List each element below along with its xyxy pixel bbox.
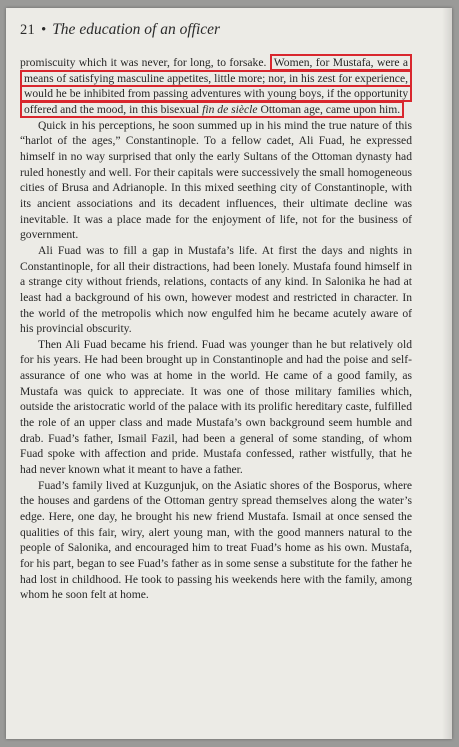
running-head xyxy=(20,21,220,39)
paragraph-3: Ali Fuad was to fill a gap in Mustafa’s life. At first the days and nights in Constantinople, for all their distractions, had been lonely. Mustafa found himself in a strange city without friends, relations, contacts of any kind. In Salonika he had at least had a background of his own, however modest and restricted in character. In the world of the metropolis which now engulfed him he became acutely aware of his provincial obscurity. xyxy=(20,243,412,336)
chapter-title: The education of an officer xyxy=(52,21,221,38)
paragraph-5: Fuad’s family lived at Kuzgunjuk, on the Asiatic shores of the Bosporus, where the houses and gardens of the Ottoman gentry spread themselves along the water’s edge. Here, one day, he brought his new friend Mustafa. Ismail at once sensed the qualities of this fair, wiry, alert young man, with the good manners natural to the people of Salonika, and encouraged him to treat Fuad’s home as his own. Mustafa, for his part, began to see Fuad’s father as in some sense a substitute for the father he had lost in childhood. He took to passing his weekends here with the family, among whom he soon felt at home. xyxy=(20,478,412,602)
paragraph-2: Quick in his perceptions, he soon summed up in his mind the true nature of this “harlot of the ages,” Constantinople. To a fellow cadet, Ali Fuad, he expressed himself in no way surprised that only the early Sultans of the Ottoman dynasty had ruled honestly and well. For their capitals were successively the small homogeneous cities of Brusa and Adrianople. In this mixed seething city of Constantinople, with its ancient associations and its decadent influences, their ultimate decline was inevitable. It was a place made for the enjoyment of life, not for the business of government. xyxy=(20,118,412,242)
highlighted-text-1: Women, for Mustafa, were a means of satisfying masculine appetites, little more; nor, in his zest for experience, would he be inhibited from passing adventures with young boys, if the opportunity offered and the mood, in this bisexual xyxy=(24,56,409,116)
page-number: 21 xyxy=(20,22,36,38)
book-page xyxy=(6,8,452,739)
page-edge-shadow xyxy=(442,8,452,739)
highlighted-italic-phrase: fin de siècle xyxy=(202,102,258,116)
paragraph-4: Then Ali Fuad became his friend. Fuad was younger than he but relatively old for his years. He had been brought up in Constantinople and had the poise and self-assurance of one who was at home in the world. He came of a good family, as Mustafa was quick to appreciate. It was one of those military families which, outside the aristocratic world of the palace with its prolific hereditary caste, fulfilled the role of an upper class and made Mustafa’s own background seem humble and drab. Fuad’s father, Ismail Fazil, had been a general of some standing, of whom Fuad spoke with affection and pride. Mustafa confessed, rather wistfully, that he had never known what it meant to have a father. xyxy=(20,337,412,477)
header-separator: • xyxy=(41,22,47,38)
paragraph-1-lead: promiscuity which it was never, for long, to forsake. xyxy=(20,56,267,69)
highlighted-text-2: Ottoman age, came upon him. xyxy=(260,102,401,116)
body-text xyxy=(20,55,412,603)
paragraph-1 xyxy=(20,55,412,118)
